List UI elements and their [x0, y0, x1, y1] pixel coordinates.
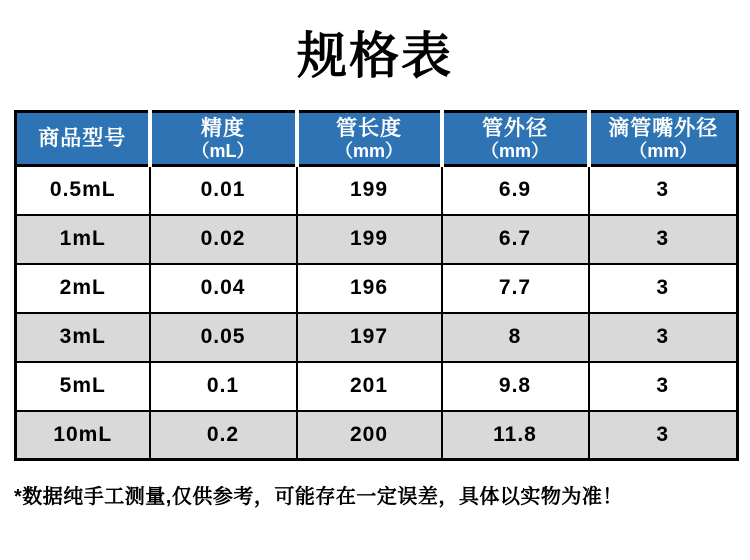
cell-model: 5mL [16, 362, 150, 411]
cell-tube-outer-diameter: 6.7 [442, 215, 589, 264]
cell-tube-length: 201 [297, 362, 442, 411]
cell-tube-outer-diameter: 9.8 [442, 362, 589, 411]
cell-precision: 0.02 [150, 215, 297, 264]
column-header-precision-unit: （mL） [191, 140, 255, 161]
page [0, 26, 750, 560]
column-header-tip-outer-diameter-label: 滴管嘴外径 [608, 116, 719, 140]
column-header-tube-outer-diameter-unit: （mm） [480, 140, 549, 161]
cell-tip-outer-diameter: 3 [589, 411, 738, 460]
column-header-tube-length [297, 112, 442, 166]
cell-tip-outer-diameter: 3 [589, 313, 738, 362]
cell-precision: 0.05 [150, 313, 297, 362]
page-title: 规格表 [297, 28, 453, 84]
cell-tip-outer-diameter: 3 [589, 362, 738, 411]
table-row [16, 215, 738, 264]
column-header-precision-label: 精度 [201, 116, 245, 140]
column-header-precision [150, 112, 297, 166]
cell-precision: 0.04 [150, 264, 297, 313]
cell-model: 3mL [16, 313, 150, 362]
cell-tube-outer-diameter: 11.8 [442, 411, 589, 460]
column-header-tube-length-label: 管长度 [336, 116, 402, 140]
cell-precision: 0.01 [150, 166, 297, 215]
column-header-model [16, 112, 150, 166]
cell-precision: 0.1 [150, 362, 297, 411]
column-header-model-label: 商品型号 [38, 127, 127, 150]
table-row [16, 362, 738, 411]
cell-model: 0.5mL [16, 166, 150, 215]
footnote: *数据纯手工测量,仅供参考，可能存在一定误差，具体以实物为准！ [14, 486, 623, 508]
cell-tube-length: 200 [297, 411, 442, 460]
cell-tip-outer-diameter: 3 [589, 166, 738, 215]
cell-tube-length: 196 [297, 264, 442, 313]
column-header-tube-length-unit: （mm） [334, 140, 403, 161]
column-header-tube-outer-diameter [442, 112, 589, 166]
column-header-tube-outer-diameter-label: 管外径 [482, 116, 548, 140]
cell-tube-outer-diameter: 6.9 [442, 166, 589, 215]
column-header-tip-outer-diameter-unit: （mm） [629, 140, 698, 161]
table-row [16, 264, 738, 313]
cell-model: 10mL [16, 411, 150, 460]
table-row [16, 166, 738, 215]
cell-model: 2mL [16, 264, 150, 313]
cell-tube-outer-diameter: 8 [442, 313, 589, 362]
cell-model: 1mL [16, 215, 150, 264]
cell-tip-outer-diameter: 3 [589, 215, 738, 264]
cell-tube-length: 197 [297, 313, 442, 362]
cell-tube-length: 199 [297, 166, 442, 215]
header-row [16, 112, 738, 166]
spec-table [14, 110, 739, 461]
table-row [16, 411, 738, 460]
table-row [16, 313, 738, 362]
cell-precision: 0.2 [150, 411, 297, 460]
spec-table-body [16, 166, 738, 460]
spec-table-header [16, 112, 738, 166]
cell-tip-outer-diameter: 3 [589, 264, 738, 313]
column-header-tip-outer-diameter [589, 112, 738, 166]
cell-tube-length: 199 [297, 215, 442, 264]
cell-tube-outer-diameter: 7.7 [442, 264, 589, 313]
